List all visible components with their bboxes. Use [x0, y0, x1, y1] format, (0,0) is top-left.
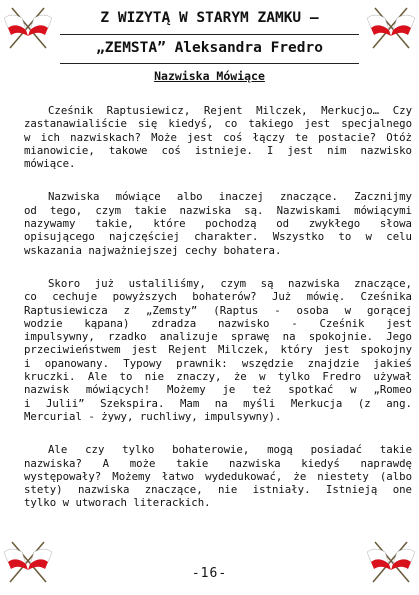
text-line: i opanowany. Typowy prawnik: wszędzie znajdzie jakieś	[24, 356, 412, 370]
text-line: przeciwieństwem jest Rejent Milczek, który jest spokojny	[24, 343, 412, 357]
text-line: Raptusiewicza z „Zemsty” (Raptus - osoba w gorącej	[24, 303, 412, 317]
page-title-line-2: „ZEMSTA” Aleksandra Fredro	[96, 40, 323, 56]
paragraph	[24, 190, 412, 256]
title-underline	[60, 34, 359, 35]
text-line: nazwiska? A może takie nazwiska kiedyś naprawdę	[24, 456, 412, 470]
text-line: Skoro już ustaliliśmy, czym są nazwiska znaczące,	[48, 276, 412, 290]
page-title: Z WIZYTĄ W STARYM ZAMKU –	[100, 10, 319, 26]
text-line: nazwisk mówiących! Możemy je też spotkać w „Romeo	[24, 383, 412, 397]
text-line: Ale czy tylko bohaterowie, mogą posiadać takie	[48, 443, 412, 457]
text-line: i Julii” Szekspira. Mam na myśli Merkucja (z ang.	[24, 396, 412, 410]
text-line: impulsywny, rzadko analizuje sprawę na spokojnie. Jego	[24, 330, 412, 344]
text-line: stety) nazwiska znaczące, nie istniały. Istnieją one	[24, 483, 412, 497]
text-line: występowały? Możemy łatwo wydedukować, że niestety (albo	[24, 469, 412, 483]
text-line: zastanawialiście się kiedyś, co takiego jest specjalnego	[24, 117, 412, 131]
paragraph	[24, 277, 412, 423]
page-number: -16-	[191, 566, 228, 581]
text-line: wodzie kąpana) zdradza nazwisko - Cześnik jest	[24, 316, 412, 330]
text-line: Cześnik Raptusiewicz, Rejent Milczek, Merkucjo… Czy	[48, 104, 412, 117]
text-line: tylko w utworach literackich.	[24, 496, 211, 510]
text-line: Mercurial - żywy, ruchliwy, impulsywny).	[24, 409, 282, 423]
text-line: w ich nazwiskach? Może jest coś łączy te postacie? Otóż	[24, 130, 412, 144]
title-underline-2	[60, 63, 359, 64]
section-heading: Nazwiska Mówiące	[154, 69, 265, 83]
text-line: nazywamy takie, które pochodzą od zwykłego słowa	[24, 217, 412, 231]
text-line: kruczki. Ale to nie znaczy, że w tylko Fredro używał	[24, 370, 412, 384]
text-line: mianowicie, takowe coś istnieje. I jest nim nazwisko	[24, 143, 412, 157]
text-line: wskazania najważniejszej cechy bohatera.	[24, 243, 282, 257]
paragraph	[24, 443, 412, 509]
text-line: opisującego najczęściej charakter. Wszystko to w celu	[24, 230, 412, 244]
article-body	[24, 104, 412, 530]
text-line: mówiące.	[24, 157, 76, 171]
text-line: Nazwiska mówiące albo inaczej znaczące. Zacznijmy	[48, 190, 412, 204]
paragraph	[24, 104, 412, 170]
text-line: co cechuje powyższych bohaterów? Już mówię. Cześnika	[24, 290, 412, 304]
text-line: od tego, czym takie nazwiska są. Nazwiskami mówiącymi	[24, 203, 412, 217]
